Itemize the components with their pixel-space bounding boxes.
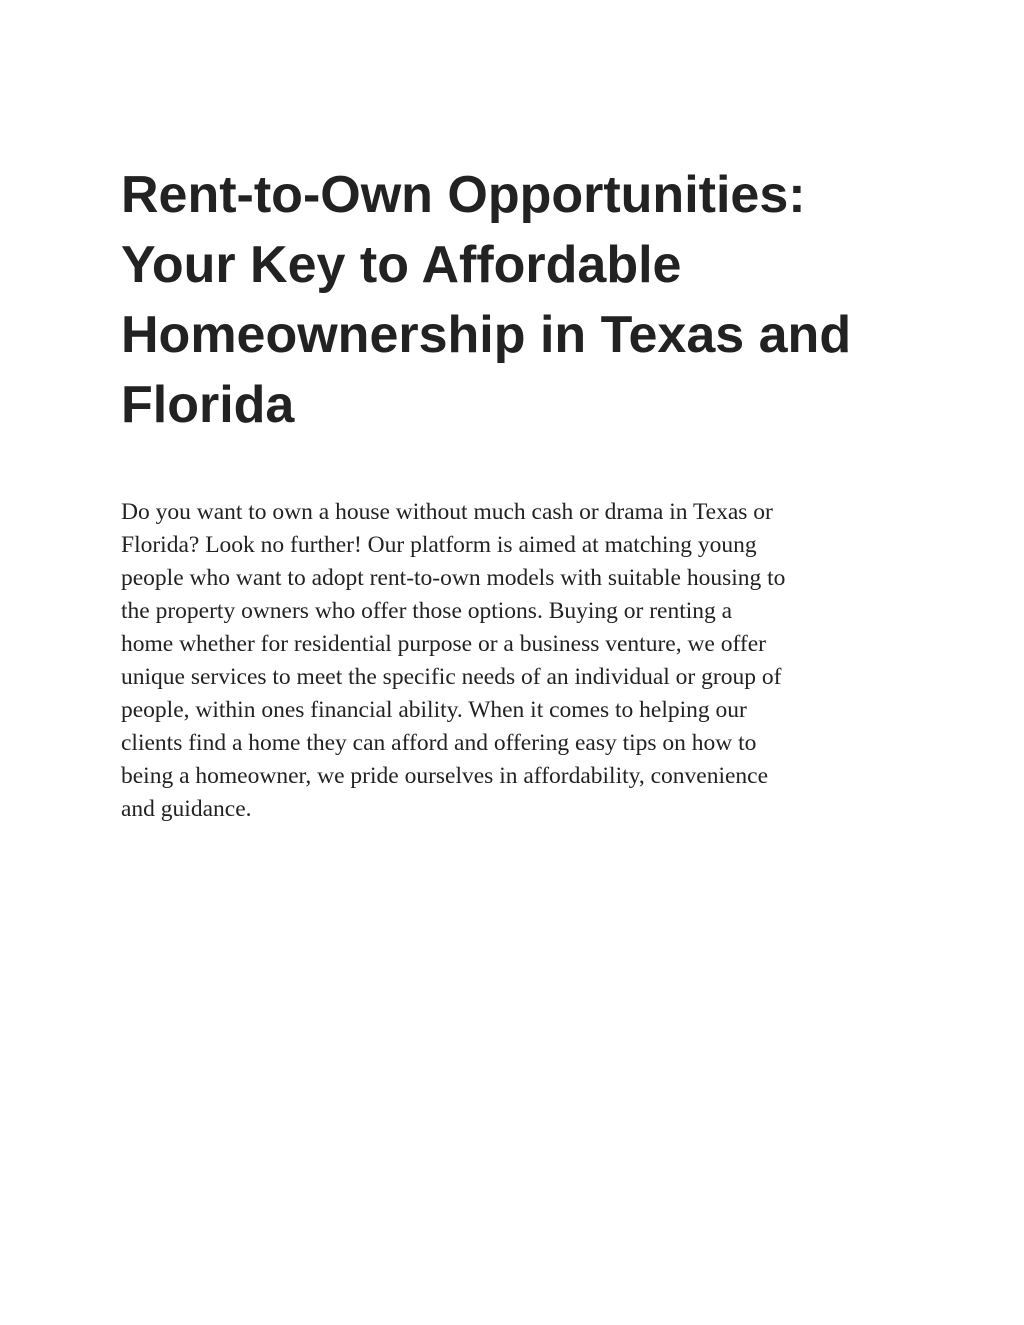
title-line: Florida [121,376,295,434]
body-line: Florida? Look no further! Our platform is aimed at matching young [121,532,757,558]
title-line: Your Key to Affordable [121,236,682,294]
body-line: the property owners who offer those options. Buying or renting a [121,598,733,624]
body-line: people, within ones financial ability. When it comes to helping our [121,697,747,723]
title-line: Rent-to-Own Opportunities: [121,166,806,224]
body-line: clients find a home they can afford and offering easy tips on how to [121,730,757,756]
body-paragraph [121,496,911,826]
body-line: people who want to adopt rent-to-own models with suitable housing to [121,565,786,591]
page-title [121,160,901,440]
body-line: being a homeowner, we pride ourselves in affordability, convenience [121,763,769,789]
body-line: and guidance. [121,796,252,822]
body-line: home whether for residential purpose or a business venture, we offer [121,631,766,657]
title-line: Homeownership in Texas and [121,306,852,364]
body-line: unique services to meet the specific needs of an individual or group of [121,664,782,690]
body-line: Do you want to own a house without much cash or drama in Texas or [121,499,773,525]
